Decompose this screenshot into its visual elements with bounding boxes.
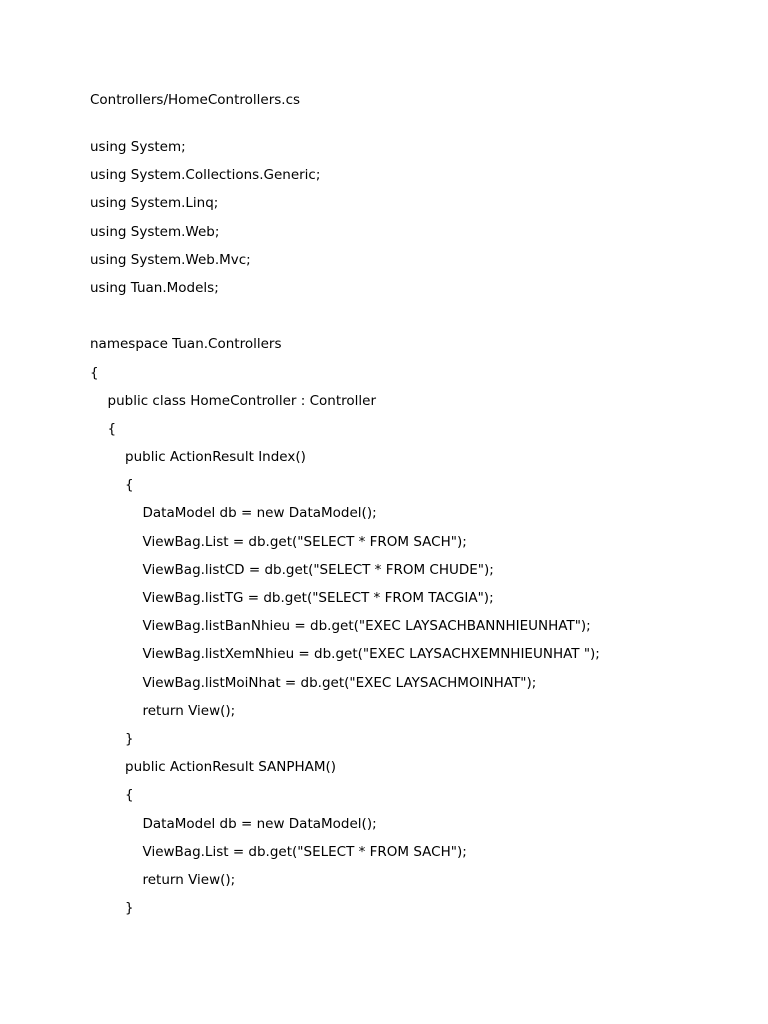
code-line: using System.Linq; — [90, 195, 219, 212]
code-line: namespace Tuan.Controllers — [90, 336, 282, 353]
code-line: { — [90, 364, 99, 381]
code-line: public ActionResult Index() — [125, 449, 306, 466]
code-line: } — [125, 730, 134, 747]
code-line: ViewBag.List = db.get("SELECT * FROM SACH"); — [142, 533, 467, 550]
code-line: ViewBag.listMoiNhat = db.get("EXEC LAYSACHMOINHAT"); — [142, 674, 537, 691]
file-path-heading: Controllers/HomeControllers.cs — [90, 92, 301, 108]
code-line: ViewBag.listXemNhieu = db.get("EXEC LAYSACHXEMNHIEUNHAT "); — [142, 646, 600, 663]
code-line: return View(); — [142, 871, 236, 888]
code-line: ViewBag.List = db.get("SELECT * FROM SACH"); — [142, 843, 467, 860]
code-line — [90, 307, 600, 335]
code-line: { — [125, 787, 134, 804]
code-line: { — [125, 477, 134, 494]
code-line: return View(); — [142, 702, 236, 719]
code-line: ViewBag.listTG = db.get("SELECT * FROM TACGIA"); — [142, 590, 494, 606]
code-line: { — [107, 420, 117, 437]
code-line: public ActionResult SANPHAM() — [125, 759, 337, 776]
code-line: using System; — [90, 139, 186, 155]
code-block — [90, 138, 600, 927]
code-line: ViewBag.listCD = db.get("SELECT * FROM CHUDE"); — [142, 561, 494, 578]
code-line: DataModel db = new DataModel(); — [142, 505, 377, 522]
code-line: } — [125, 900, 134, 917]
code-line: DataModel db = new DataModel(); — [142, 815, 377, 832]
code-line: ViewBag.listBanNhieu = db.get("EXEC LAYSACHBANNHIEUNHAT"); — [142, 618, 591, 635]
code-line: using Tuan.Models; — [90, 279, 219, 296]
code-line: public class HomeController : Controller — [107, 392, 377, 409]
code-line: using System.Collections.Generic; — [90, 167, 321, 184]
code-line: using System.Web.Mvc; — [90, 251, 251, 268]
code-line: using System.Web; — [90, 223, 220, 240]
